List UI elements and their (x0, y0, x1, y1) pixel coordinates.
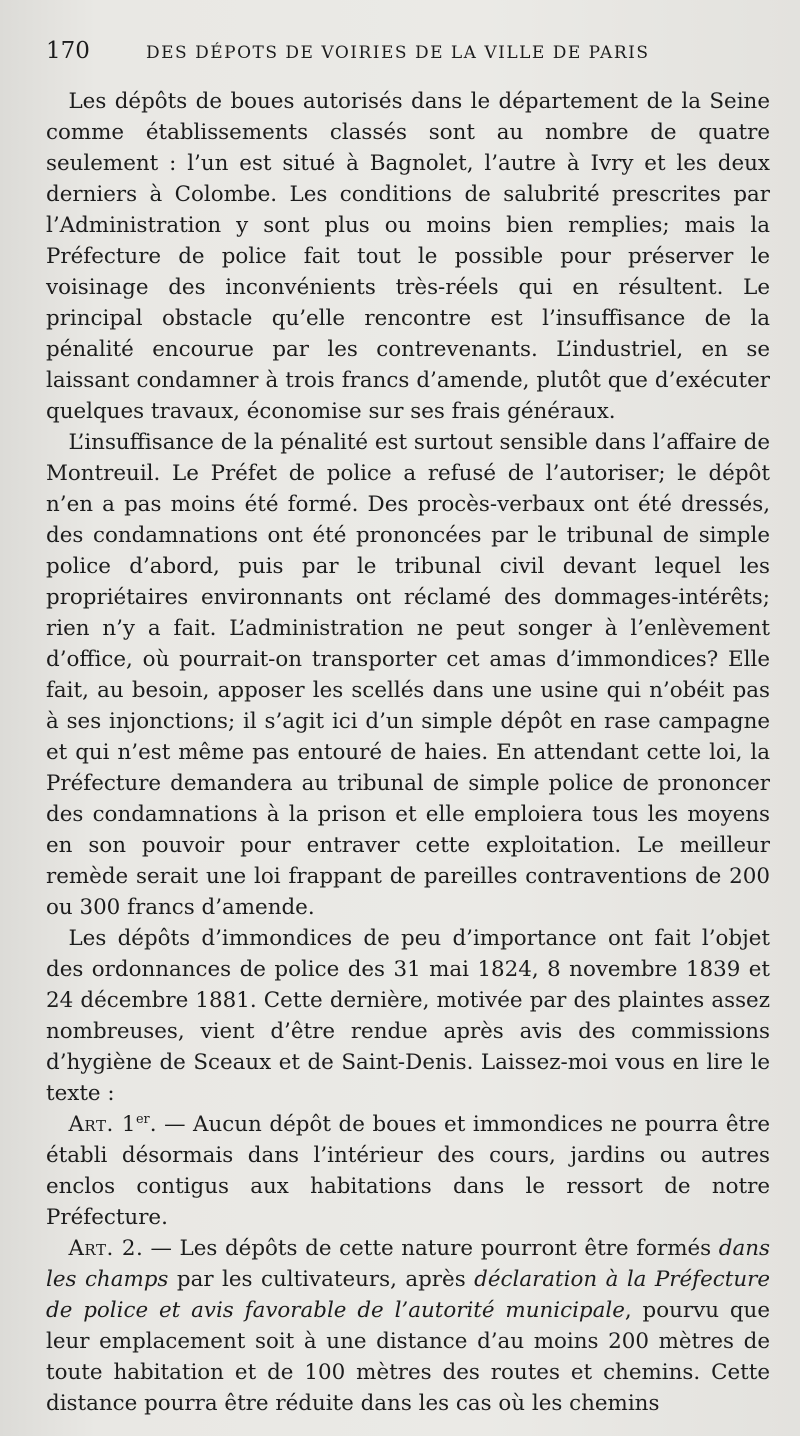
page-number: 170 (46, 38, 90, 64)
paragraph-montreuil: L’insuffisance de la pénalité est surtout sensible dans l’affaire de Montreuil. Le Préfet de police a refusé de l’autoriser; le dépôt n’en a pas moins été formé. Des procès-verbaux ont été dressés, des condamnations ont été prononcées par le tribunal de simple police d’abord, puis par le tribunal civil devant lequel les propriétaires environnants ont réclamé des dommages-intérêts; rien n’y a fait. L’administration ne peut songer à l’enlèvement d’office, où pourrait-on transporter cet amas d’immondices? Elle fait, au besoin, apposer les scellés dans une usine qui n’obéit pas à ses injonctions; il s’agit ici d’un simple dépôt en rase campagne et qui n’est même pas entouré de haies. En attendant cette loi, la Préfecture demandera au tribunal de simple police de prononcer des condamnations à la prison et elle emploiera tous les moyens en son pouvoir pour entraver cette exploitation. Le meilleur remède serait une loi frappant de pareilles contraventions de 200 ou 300 francs d’amende. (46, 430, 770, 920)
article-2-text-3: , pourvu que leur emplacement soit à une distance d’au moins 200 mètres de toute habitation et de 100 mètres des routes et chemins. Cette distance pourra être réduite dans les cas où les chemins (46, 1298, 770, 1416)
article-1-label-sup: er (135, 1111, 150, 1127)
article-2-text-2: par les cultivateurs, après (168, 1267, 475, 1292)
article-2-text-1: . — Les dépôts de cette nature pourront être formés (136, 1236, 719, 1261)
running-title: DES DÉPOTS DE VOIRIES DE LA VILLE DE PARIS (146, 43, 650, 63)
article-2 (46, 1233, 770, 1419)
paragraph-boues: Les dépôts de boues autorisés dans le département de la Seine comme établissements classés sont au nombre de quatre seulement : l’un est situé à Bagnolet, l’autre à Ivry et les deux derniers à Colombe. Les conditions de salubrité prescrites par l’Administration y sont plus ou moins bien remplies; mais la Préfecture de police fait tout le possible pour préserver le voisinage des inconvénients très-réels qui en résultent. Le principal obstacle qu’elle rencontre est l’insuffisance de la pénalité encourue par les contrevenants. L’industriel, en se laissant condamner à trois francs d’amende, plutôt que d’exécuter quelques travaux, économise sur ses frais généraux. (46, 89, 770, 424)
running-head (46, 38, 770, 78)
article-1-text: . — Aucun dépôt de boues et immondices ne pourra être établi désormais dans l’intérieur des cours, jardins ou autres enclos contigus aux habitations dans le ressort de notre Préfecture. (46, 1112, 770, 1230)
article-1-label: Art. 1 (68, 1112, 136, 1137)
page-body (46, 86, 770, 1419)
paragraph-ordonnances: Les dépôts d’immondices de peu d’importance ont fait l’objet des ordonnances de police des 31 mai 1824, 8 novembre 1839 et 24 décembre 1881. Cette dernière, motivée par des plaintes assez nombreuses, vient d’être rendue après avis des commissions d’hygiène de Sceaux et de Saint-Denis. Laissez-moi vous en lire le texte : (46, 926, 770, 1106)
article-2-label: Art. 2 (68, 1236, 137, 1261)
article-1 (46, 1109, 770, 1233)
article-2-italic-1: dans les champs (46, 1236, 770, 1292)
article-2-italic-2: déclaration à la Préfecture de police et avis favorable de l’autorité municipale (46, 1267, 770, 1323)
